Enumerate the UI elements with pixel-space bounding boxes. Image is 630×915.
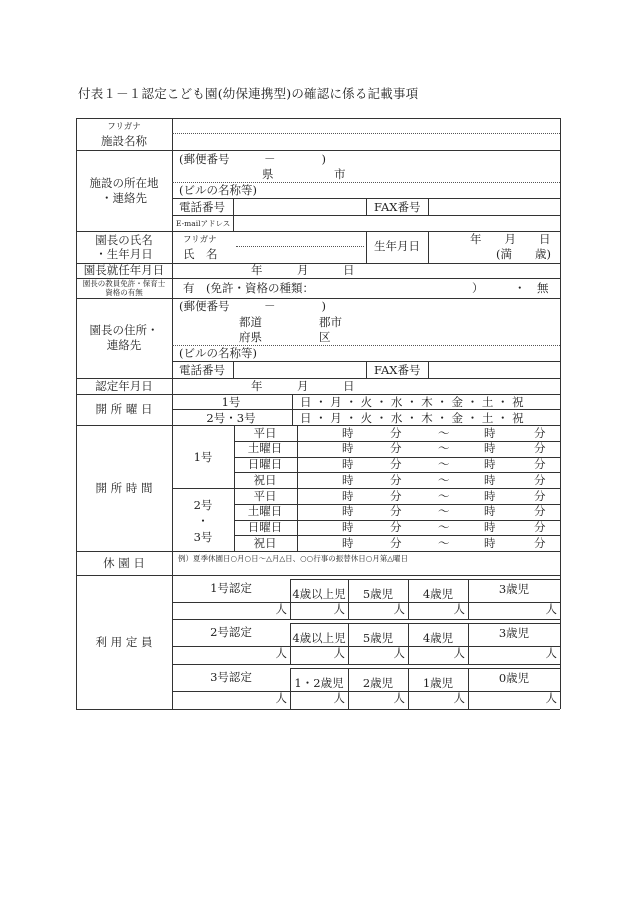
license-close: ）	[472, 281, 484, 295]
director-address-label: 園長の住所・	[89, 323, 159, 337]
hours-tilde: ～	[438, 457, 450, 471]
capacity-unit[interactable]: 人	[545, 602, 557, 616]
border-right	[560, 118, 561, 709]
director-birth-label: 生年月日	[374, 239, 420, 253]
capacity-unit[interactable]: 人	[333, 602, 345, 616]
director-address-label-2: 連絡先	[106, 338, 142, 352]
hours-end-hour[interactable]: 時	[484, 504, 496, 519]
hours-day-label: 日曜日	[247, 520, 283, 534]
row-line	[290, 646, 560, 647]
hours-start-minute[interactable]: 分	[390, 488, 402, 503]
hours-start-hour[interactable]: 時	[342, 504, 354, 519]
hours-day-label: 平日	[253, 488, 277, 503]
license-label-2: 資格の有無	[105, 288, 143, 297]
capacity-group-title: 2号認定	[210, 625, 252, 639]
hours-end-hour[interactable]: 時	[484, 425, 496, 440]
director-name-label-2: ・生年月日	[95, 247, 153, 261]
facility-phone-label: 電話番号	[179, 200, 225, 214]
hours-start-minute[interactable]: 分	[390, 535, 402, 550]
cell-divider	[290, 668, 291, 709]
border-left	[76, 118, 77, 709]
row-line	[172, 664, 560, 665]
row-line	[172, 691, 290, 692]
hours-tilde: ～	[438, 504, 450, 519]
capacity-col-header: 5歳児	[362, 587, 394, 601]
facility-prefecture: 県	[262, 167, 274, 181]
hours-day-label: 祝日	[253, 535, 277, 550]
row-line	[172, 488, 560, 489]
cell-divider	[366, 231, 367, 263]
cell-divider	[408, 579, 409, 619]
director-name-divider	[236, 246, 364, 247]
hours-tilde: ～	[438, 488, 450, 503]
hours-end-hour[interactable]: 時	[484, 441, 496, 456]
holidays-example[interactable]: 例）夏季休園日○月○日～△月△日、○○行事の振替休日○月第△曜日	[178, 554, 409, 563]
capacity-col-header: 0歳児	[498, 671, 530, 685]
hours-start-minute[interactable]: 分	[390, 425, 402, 440]
director-name-label: 園長の氏名	[95, 233, 153, 247]
capacity-unit[interactable]: 人	[333, 691, 345, 705]
capacity-col-header: 2歳児	[362, 676, 394, 690]
hours-end-minute[interactable]: 分	[534, 535, 546, 550]
capacity-unit[interactable]: 人	[275, 691, 287, 705]
director-birth-date[interactable]: 年 月 日	[470, 232, 551, 246]
hours-start-minute[interactable]: 分	[390, 520, 402, 534]
cell-divider	[233, 361, 234, 378]
cell-divider	[408, 668, 409, 709]
director-furigana-label: フリガナ	[183, 235, 217, 245]
row-line	[290, 623, 560, 624]
hours-end-hour[interactable]: 時	[484, 457, 496, 471]
cell-divider	[468, 579, 469, 619]
hours-start-hour[interactable]: 時	[342, 457, 354, 471]
hours-end-minute[interactable]: 分	[534, 457, 546, 471]
border-bottom	[76, 709, 560, 710]
capacity-unit[interactable]: 人	[393, 602, 405, 616]
hours-tilde: ～	[438, 472, 450, 487]
license-label: 園長の教員免許・保育士	[82, 279, 166, 288]
cell-divider	[366, 361, 367, 378]
hours-start-minute[interactable]: 分	[390, 504, 402, 519]
border-top	[76, 118, 560, 119]
capacity-unit[interactable]: 人	[453, 646, 465, 660]
row-line	[290, 579, 560, 580]
hours-group-2a: 2号	[193, 498, 213, 512]
cell-divider	[468, 623, 469, 664]
row-line	[172, 215, 560, 216]
row-line	[76, 551, 560, 552]
cell-divider	[428, 231, 429, 263]
capacity-label: 利 用 定 員	[95, 635, 153, 649]
hours-tilde: ～	[438, 425, 450, 440]
license-yes[interactable]: 有 (免許・資格の種類：	[183, 281, 314, 295]
facility-address-label-2: ・連絡先	[101, 191, 147, 205]
cell-divider	[348, 623, 349, 664]
open-hours-label: 開 所 時 間	[95, 481, 153, 495]
director-pref-2: 府県	[239, 330, 262, 344]
capacity-col-header: 3歳児	[498, 626, 530, 640]
capacity-col-header: 1・2歳児	[294, 676, 344, 690]
director-age[interactable]: (満 歳)	[496, 247, 551, 261]
hours-end-minute[interactable]: 分	[534, 520, 546, 534]
cell-divider	[366, 198, 367, 215]
capacity-col-header: 4歳以上児	[292, 587, 346, 601]
hours-end-minute[interactable]: 分	[534, 441, 546, 456]
director-postal[interactable]: (郵便番号 － )	[179, 299, 326, 313]
row-line	[76, 150, 560, 151]
license-no[interactable]: ・ 無	[514, 281, 549, 295]
facility-furigana-label: フリガナ	[107, 122, 141, 132]
row-line	[172, 646, 290, 647]
capacity-unit[interactable]: 人	[333, 646, 345, 660]
row-line	[172, 619, 560, 620]
director-fax-label: FAX番号	[374, 363, 421, 377]
cell-divider	[428, 198, 429, 215]
document-title: 付表１－１認定こども園(幼保連携型)の確認に係る記載事項	[78, 86, 419, 101]
furigana-divider	[172, 133, 560, 134]
cell-divider	[428, 361, 429, 378]
cert-date-value[interactable]: 年 月 日	[251, 379, 355, 393]
hours-day-label: 土曜日	[247, 441, 283, 456]
facility-address-label: 施設の所在地	[89, 176, 159, 190]
hours-end-minute[interactable]: 分	[534, 472, 546, 487]
hours-start-minute[interactable]: 分	[390, 457, 402, 471]
hours-end-minute[interactable]: 分	[534, 488, 546, 503]
hours-start-minute[interactable]: 分	[390, 441, 402, 456]
cell-divider	[290, 579, 291, 619]
capacity-unit[interactable]: 人	[545, 691, 557, 705]
cell-divider	[290, 623, 291, 664]
hours-group-1: 1号	[193, 450, 213, 464]
director-city-2: 区	[319, 330, 331, 344]
hours-start-hour[interactable]: 時	[342, 425, 354, 440]
capacity-unit[interactable]: 人	[453, 691, 465, 705]
hours-start-hour[interactable]: 時	[342, 535, 354, 550]
hours-day-label: 祝日	[253, 472, 277, 487]
capacity-col-header: 4歳以上児	[292, 631, 346, 645]
holidays-label: 休 園 日	[103, 556, 145, 570]
capacity-col-header: 4歳児	[422, 587, 454, 601]
capacity-group-title: 1号認定	[210, 581, 252, 595]
facility-postal[interactable]: (郵便番号 － )	[179, 152, 326, 166]
open-days-label: 開 所 曜 日	[95, 402, 153, 416]
director-pref-1: 都道	[239, 315, 262, 329]
facility-email-label: E-mailアドレス	[176, 219, 231, 228]
hours-start-hour[interactable]: 時	[342, 441, 354, 456]
hours-group-2c: 3号	[193, 530, 213, 544]
facility-fax-label: FAX番号	[374, 200, 421, 214]
row-line	[290, 691, 560, 692]
capacity-unit[interactable]: 人	[393, 646, 405, 660]
row-line	[290, 668, 560, 669]
appointed-date[interactable]: 年 月 日	[251, 263, 355, 277]
facility-city: 市	[334, 167, 346, 181]
hours-end-hour[interactable]: 時	[484, 520, 496, 534]
capacity-col-header: 4歳児	[422, 631, 454, 645]
capacity-col-header: 1歳児	[422, 676, 454, 690]
open-days-2[interactable]: 日 ・ 月 ・ 火 ・ 水 ・ 木 ・ 金 ・ 土 ・ 祝	[300, 411, 524, 425]
hours-start-hour[interactable]: 時	[342, 520, 354, 534]
hours-end-minute[interactable]: 分	[534, 504, 546, 519]
hours-end-hour[interactable]: 時	[484, 472, 496, 487]
cell-divider	[348, 668, 349, 709]
row-line	[172, 409, 560, 410]
hours-end-hour[interactable]: 時	[484, 488, 496, 503]
cell-divider	[233, 215, 234, 231]
capacity-unit[interactable]: 人	[545, 646, 557, 660]
appointed-label: 園長就任年月日	[83, 263, 165, 277]
cell-divider	[233, 198, 234, 215]
row-line	[172, 602, 290, 603]
capacity-unit[interactable]: 人	[275, 602, 287, 616]
open-days-1[interactable]: 日 ・ 月 ・ 火 ・ 水 ・ 木 ・ 金 ・ 土 ・ 祝	[300, 395, 524, 409]
director-phone-label: 電話番号	[179, 363, 225, 377]
hours-start-hour[interactable]: 時	[342, 472, 354, 487]
hours-day-label: 土曜日	[247, 504, 283, 519]
hours-day-label: 日曜日	[247, 457, 283, 471]
open-days-type-2: 2号・3号	[206, 411, 256, 425]
row-line	[290, 602, 560, 603]
capacity-col-header: 3歳児	[498, 582, 530, 596]
cert-date-label: 認定年月日	[95, 379, 153, 393]
cell-divider	[468, 668, 469, 709]
hours-group-2b: ・	[197, 514, 209, 528]
hours-tilde: ～	[438, 441, 450, 456]
director-name-field-label: 氏 名	[183, 247, 218, 261]
capacity-group-title: 3号認定	[210, 670, 252, 684]
hours-start-hour[interactable]: 時	[342, 488, 354, 503]
hours-tilde: ～	[438, 535, 450, 550]
open-days-type-1: 1号	[221, 395, 241, 409]
facility-name-label: 施設名称	[101, 134, 147, 148]
form-table	[76, 118, 560, 709]
row-line	[76, 575, 560, 576]
hours-end-minute[interactable]: 分	[534, 425, 546, 440]
capacity-unit[interactable]: 人	[393, 691, 405, 705]
hours-day-label: 平日	[253, 425, 277, 440]
capacity-col-header: 5歳児	[362, 631, 394, 645]
director-city-1: 郡市	[319, 315, 342, 329]
capacity-unit[interactable]: 人	[275, 646, 287, 660]
hours-start-minute[interactable]: 分	[390, 472, 402, 487]
hours-end-hour[interactable]: 時	[484, 535, 496, 550]
hours-tilde: ～	[438, 520, 450, 534]
label-column-divider	[172, 118, 173, 709]
capacity-unit[interactable]: 人	[453, 602, 465, 616]
facility-building[interactable]: (ビルの名称等)	[179, 183, 257, 197]
cell-divider	[408, 623, 409, 664]
director-building[interactable]: (ビルの名称等)	[179, 346, 257, 360]
cell-divider	[348, 579, 349, 619]
